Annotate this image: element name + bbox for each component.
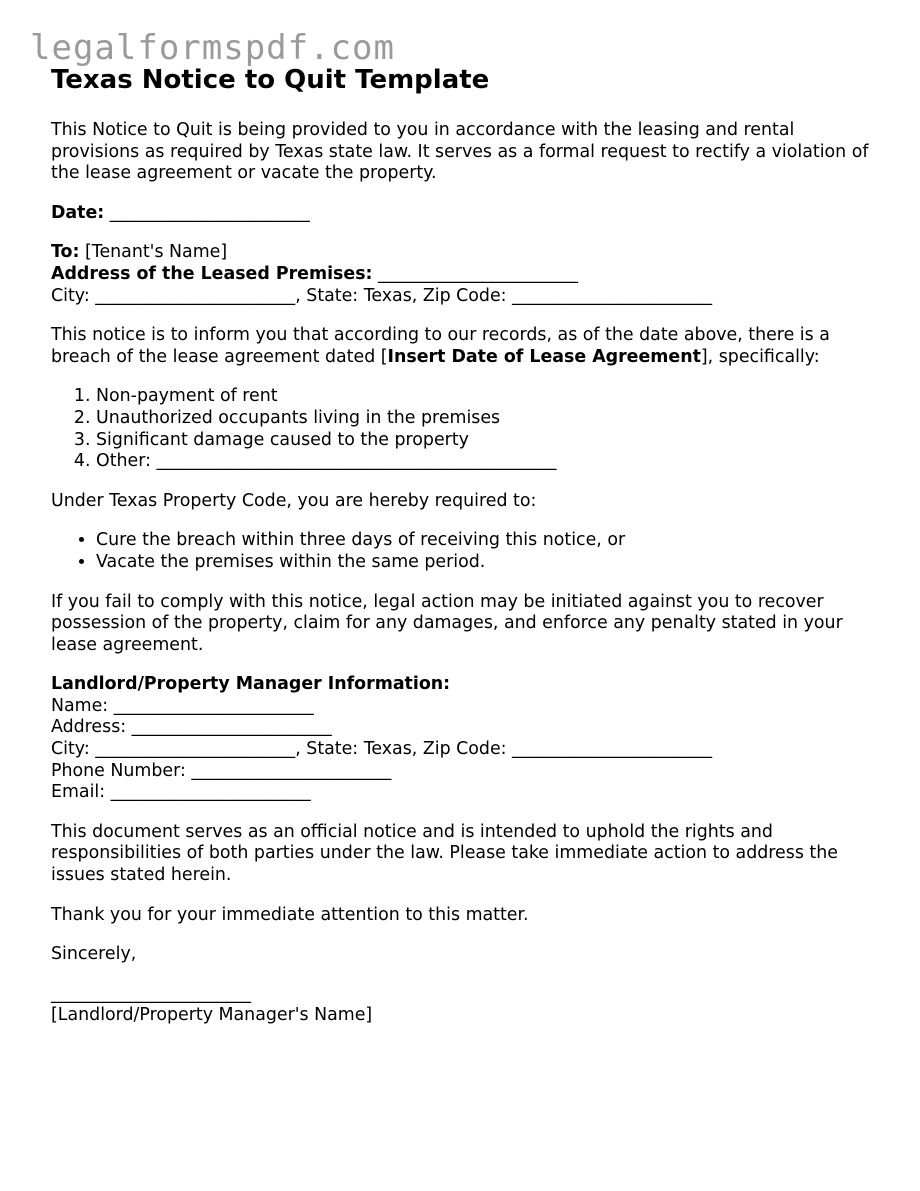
landlord-email-line xyxy=(51,782,881,804)
requirements-intro: Under Texas Property Code, you are hereby required to: xyxy=(51,490,537,511)
city-blank: _______________________ xyxy=(95,739,296,760)
list-item: • Cure the breach within three days of receiving this notice, or xyxy=(96,530,881,552)
address-label: Address: xyxy=(51,717,127,738)
requirements-list xyxy=(51,530,881,573)
zip-blank: _______________________ xyxy=(512,285,713,306)
other-blank: ______________________________________________ xyxy=(156,451,557,472)
list-item: • Vacate the premises within the same period. xyxy=(96,552,881,574)
intro-paragraph: This Notice to Quit is being provided to you in accordance with the leasing and rental provisions as required by Texas state law. It serves as a formal request to rectify a violation of the lease agreement or vacate the property. xyxy=(51,120,869,184)
closing-paragraph: This document serves as an official notice and is intended to uphold the rights and responsibilities of both parties under the law. Please take immediate action to address the issues stated herein. xyxy=(51,821,838,886)
list-item: 2. Unauthorized occupants living in the premises xyxy=(96,408,881,430)
list-item: 3. Significant damage caused to the property xyxy=(96,430,881,452)
landlord-heading: Landlord/Property Manager Information: xyxy=(51,674,451,695)
tenant-placeholder: [Tenant's Name] xyxy=(85,242,228,263)
breach-text-end: ], specifically: xyxy=(700,346,820,367)
signature-placeholder: [Landlord/Property Manager's Name] xyxy=(51,1005,373,1026)
email-label: Email: xyxy=(51,782,106,803)
date-label: Date: xyxy=(51,202,105,223)
breach-text-start: This notice is to inform you that according to our records, as of the date above, there is a breach of the lease agreement dated [ xyxy=(51,325,830,367)
violations-list xyxy=(51,386,881,472)
to-label: To: xyxy=(51,242,80,263)
phone-blank: _______________________ xyxy=(191,760,392,781)
city-label: City: xyxy=(51,285,90,306)
name-label: Name: xyxy=(51,695,109,716)
address-blank: _______________________ xyxy=(131,717,332,738)
other-label: Other: xyxy=(96,451,151,472)
phone-label: Phone Number: xyxy=(51,760,186,781)
state-zip-text: , State: Texas, Zip Code: xyxy=(295,285,507,306)
notice-document xyxy=(51,62,881,1027)
tenant-city-line xyxy=(51,286,881,308)
landlord-city-line xyxy=(51,739,881,761)
city-label: City: xyxy=(51,739,90,760)
state-zip-text: , State: Texas, Zip Code: xyxy=(295,739,507,760)
city-blank: _______________________ xyxy=(95,285,296,306)
date-line xyxy=(51,203,881,225)
signature-block xyxy=(51,984,881,1027)
email-blank: _______________________ xyxy=(110,782,311,803)
landlord-block xyxy=(51,674,881,804)
date-blank: _______________________ xyxy=(109,202,310,223)
recipient-block xyxy=(51,242,881,307)
breach-date-placeholder: Insert Date of Lease Agreement xyxy=(387,346,701,367)
premises-label: Address of the Leased Premises: xyxy=(51,263,373,284)
document-title: Texas Notice to Quit Template xyxy=(51,65,490,95)
signature-blank: _______________________ xyxy=(51,983,251,1004)
landlord-phone-line xyxy=(51,761,881,783)
premises-line xyxy=(51,264,881,286)
breach-paragraph xyxy=(51,325,881,368)
premises-blank: _______________________ xyxy=(378,263,579,284)
list-item: 1. Non-payment of rent xyxy=(96,386,881,408)
landlord-name-line xyxy=(51,696,881,718)
zip-blank: _______________________ xyxy=(512,739,713,760)
watermark: legalformspdf.com xyxy=(30,28,395,68)
sincerely-line: Sincerely, xyxy=(51,944,137,965)
landlord-address-line xyxy=(51,717,881,739)
list-item xyxy=(96,451,881,473)
name-blank: _______________________ xyxy=(113,695,314,716)
consequence-paragraph: If you fail to comply with this notice, legal action may be initiated against you to recover possession of the property, claim for any damages, and enforce any penalty stated in your lease agreement. xyxy=(51,591,843,655)
thanks-line: Thank you for your immediate attention to this matter. xyxy=(51,904,529,925)
to-line xyxy=(51,242,881,264)
